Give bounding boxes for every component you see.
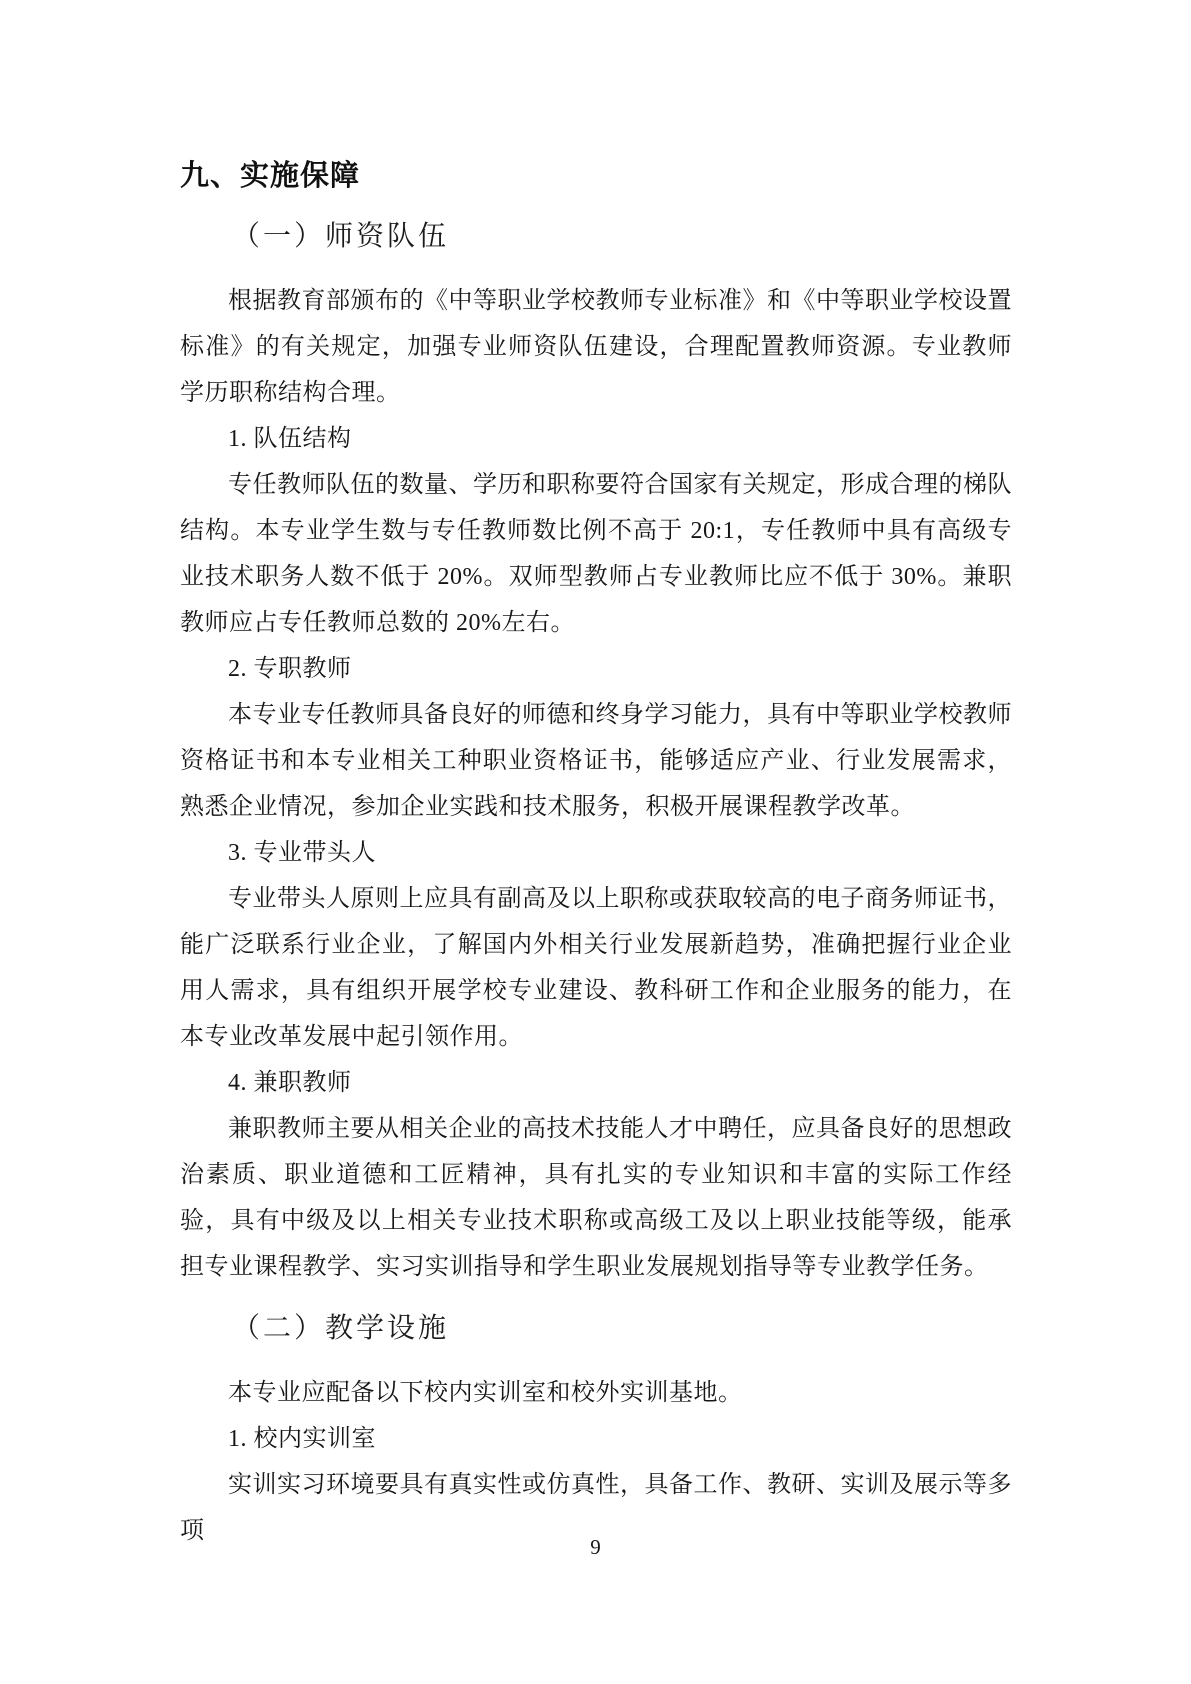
paragraph-fulltime-teachers: 本专业专任教师具备良好的师德和终身学习能力，具有中等职业学校教师资格证书和本专业相关工种职业资格证书，能够适应产业、行业发展需求，熟悉企业情况，参加企业实践和技术服务，积极开展课程教学改革。 bbox=[180, 702, 1012, 820]
chapter-heading: 九、实施保障 bbox=[180, 158, 361, 192]
paragraph-parttime-teachers: 兼职教师主要从相关企业的高技术技能人才中聘任，应具备良好的思想政治素质、职业道德和工匠精神，具有扎实的专业知识和丰富的实际工作经验，具有中级及以上相关专业技术职称或高级工及以上职业技能等级，能承担专业课程教学、实习实训指导和学生职业发展规划指导等专业教学任务。 bbox=[180, 1116, 1012, 1280]
paragraph-program-leader: 专业带头人原则上应具有副高及以上职称或获取较高的电子商务师证书，能广泛联系行业企业，了解国内外相关行业发展新趋势，准确把握行业企业用人需求，具有组织开展学校专业建设、教科研工作和企业服务的能力，在本专业改革发展中起引领作用。 bbox=[180, 886, 1012, 1050]
numbered-heading-campus-training-room: 1. 校内实训室 bbox=[228, 1426, 376, 1452]
section-1-title: （一）师资队伍 bbox=[232, 221, 450, 252]
numbered-heading-parttime-teachers: 4. 兼职教师 bbox=[228, 1070, 352, 1096]
numbered-heading-fulltime-teachers: 2. 专职教师 bbox=[228, 656, 352, 682]
section-1-intro-paragraph: 根据教育部颁布的《中等职业学校教师专业标准》和《中等职业学校设置标准》的有关规定，加强专业师资队伍建设，合理配置教师资源。专业教师学历职称结构合理。 bbox=[180, 288, 1012, 406]
section-2-title: （二）教学设施 bbox=[232, 1313, 450, 1344]
page-number: 9 bbox=[590, 1535, 601, 1559]
section-2-intro-paragraph: 本专业应配备以下校内实训室和校外实训基地。 bbox=[228, 1380, 743, 1406]
numbered-heading-team-structure: 1. 队伍结构 bbox=[228, 426, 352, 452]
numbered-heading-program-leader: 3. 专业带头人 bbox=[228, 840, 376, 866]
paragraph-campus-training-room: 实训实习环境要具有真实性或仿真性，具备工作、教研、实训及展示等多项 bbox=[180, 1472, 1012, 1544]
paragraph-team-structure: 专任教师队伍的数量、学历和职称要符合国家有关规定，形成合理的梯队结构。本专业学生数与专任教师数比例不高于 20:1，专任教师中具有高级专业技术职务人数不低于 20%。双师型教师占专业教师比应不低于 30%。兼职教师应占专任教师总数的 20%左右。 bbox=[180, 472, 1012, 636]
